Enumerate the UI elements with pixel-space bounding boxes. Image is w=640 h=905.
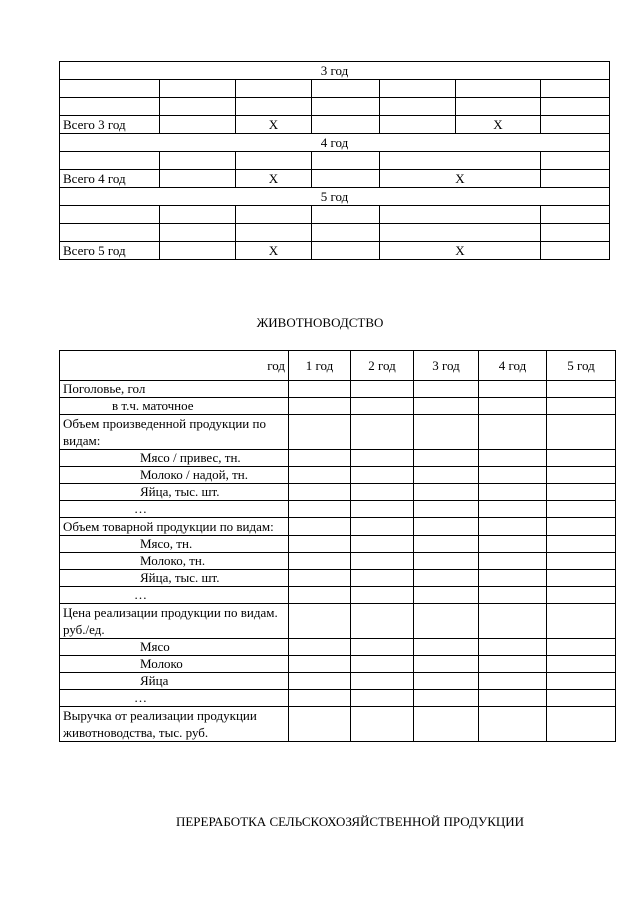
- x-mark: Х: [236, 116, 312, 134]
- table-row: [60, 690, 616, 707]
- value-cell[interactable]: [289, 639, 351, 656]
- value-cell[interactable]: [351, 673, 414, 690]
- value-cell[interactable]: [414, 398, 479, 415]
- value-cell[interactable]: [547, 518, 616, 536]
- value-cell[interactable]: [289, 501, 351, 518]
- year3-header: 3 год: [60, 62, 610, 80]
- row-label: Мясо: [60, 639, 289, 656]
- year-column-header: 4 год: [479, 351, 547, 381]
- value-cell[interactable]: [547, 553, 616, 570]
- value-cell[interactable]: [547, 467, 616, 484]
- value-cell[interactable]: [414, 518, 479, 536]
- value-cell[interactable]: [414, 450, 479, 467]
- livestock-header-row: [60, 351, 616, 381]
- row-label: …: [60, 587, 289, 604]
- table-row: [60, 587, 616, 604]
- row-label: Мясо / привес, тн.: [60, 450, 289, 467]
- table-row: [60, 467, 616, 484]
- table-row: [60, 656, 616, 673]
- value-cell[interactable]: [414, 690, 479, 707]
- value-cell[interactable]: [479, 707, 547, 742]
- value-cell[interactable]: [414, 553, 479, 570]
- plan-continuation-table: [59, 61, 610, 260]
- row-label: в т.ч. маточное: [60, 398, 289, 415]
- value-cell[interactable]: [289, 381, 351, 398]
- value-cell[interactable]: [479, 639, 547, 656]
- value-cell[interactable]: [547, 690, 616, 707]
- table-row: [60, 450, 616, 467]
- x-mark: Х: [380, 242, 541, 260]
- value-cell[interactable]: [479, 467, 547, 484]
- value-cell[interactable]: [351, 639, 414, 656]
- value-cell[interactable]: [289, 484, 351, 501]
- value-cell[interactable]: [351, 518, 414, 536]
- value-cell[interactable]: [547, 656, 616, 673]
- x-mark: Х: [236, 242, 312, 260]
- table-row: [60, 224, 610, 242]
- next-section-title: ПЕРЕРАБОТКА СЕЛЬСКОХОЗЯЙСТВЕННОЙ ПРОДУКЦИИ: [175, 814, 525, 829]
- value-cell[interactable]: [351, 587, 414, 604]
- value-cell[interactable]: [547, 381, 616, 398]
- year4-header-row: [60, 134, 610, 152]
- table-row: [60, 536, 616, 553]
- row-label: Молоко, тн.: [60, 553, 289, 570]
- value-cell[interactable]: [547, 484, 616, 501]
- row-label: Яйца, тыс. шт.: [60, 484, 289, 501]
- value-cell[interactable]: [289, 518, 351, 536]
- value-cell[interactable]: [547, 707, 616, 742]
- value-cell[interactable]: [479, 656, 547, 673]
- value-cell[interactable]: [289, 536, 351, 553]
- value-cell[interactable]: [289, 707, 351, 742]
- value-cell[interactable]: [479, 587, 547, 604]
- value-cell[interactable]: [351, 553, 414, 570]
- value-cell[interactable]: [351, 570, 414, 587]
- value-cell[interactable]: [289, 587, 351, 604]
- year-column-header: 1 год: [289, 351, 351, 381]
- row-label: Выручка от реализации продукции животноводства, тыс. руб.: [60, 707, 289, 742]
- value-cell[interactable]: [414, 484, 479, 501]
- value-cell[interactable]: [547, 450, 616, 467]
- table-row: [60, 639, 616, 656]
- year5-header-row: [60, 188, 610, 206]
- row-label: Молоко / надой, тн.: [60, 467, 289, 484]
- year4-header: 4 год: [60, 134, 610, 152]
- x-mark: Х: [380, 170, 541, 188]
- value-cell[interactable]: [414, 570, 479, 587]
- table-row: [60, 501, 616, 518]
- x-mark: Х: [456, 116, 541, 134]
- value-cell[interactable]: [414, 707, 479, 742]
- row-label: …: [60, 690, 289, 707]
- value-cell[interactable]: [479, 450, 547, 467]
- row-label: Мясо, тн.: [60, 536, 289, 553]
- value-cell[interactable]: [289, 690, 351, 707]
- value-cell[interactable]: [351, 690, 414, 707]
- row-label: Яйца: [60, 673, 289, 690]
- value-cell[interactable]: [414, 536, 479, 553]
- value-cell[interactable]: [289, 467, 351, 484]
- value-cell[interactable]: [479, 484, 547, 501]
- value-cell[interactable]: [289, 673, 351, 690]
- value-cell[interactable]: [414, 501, 479, 518]
- value-cell[interactable]: [479, 415, 547, 450]
- table-row: [60, 398, 616, 415]
- value-cell[interactable]: [351, 604, 414, 639]
- year-label-header: год: [60, 351, 289, 381]
- value-cell[interactable]: [547, 587, 616, 604]
- year5-total-row: [60, 242, 610, 260]
- value-cell[interactable]: [479, 690, 547, 707]
- value-cell[interactable]: [289, 398, 351, 415]
- value-cell[interactable]: [351, 501, 414, 518]
- value-cell[interactable]: [351, 536, 414, 553]
- row-label: Яйца, тыс. шт.: [60, 570, 289, 587]
- value-cell[interactable]: [479, 536, 547, 553]
- value-cell[interactable]: [547, 501, 616, 518]
- row-label: Объем товарной продукции по видам:: [60, 518, 289, 536]
- table-row: [60, 381, 616, 398]
- value-cell[interactable]: [289, 604, 351, 639]
- value-cell[interactable]: [289, 553, 351, 570]
- value-cell[interactable]: [414, 656, 479, 673]
- value-cell[interactable]: [414, 673, 479, 690]
- value-cell[interactable]: [351, 381, 414, 398]
- table-row: [60, 673, 616, 690]
- value-cell[interactable]: [547, 398, 616, 415]
- year3-total-row: [60, 116, 610, 134]
- table-row: [60, 152, 610, 170]
- year-column-header: 2 год: [351, 351, 414, 381]
- value-cell[interactable]: [479, 381, 547, 398]
- section-title: ЖИВОТНОВОДСТВО: [256, 315, 384, 330]
- total-label: Всего 5 год: [60, 242, 160, 260]
- table-row: [60, 484, 616, 501]
- value-cell[interactable]: [479, 673, 547, 690]
- value-cell[interactable]: [547, 570, 616, 587]
- table-row: [60, 553, 616, 570]
- value-cell[interactable]: [547, 639, 616, 656]
- value-cell[interactable]: [479, 518, 547, 536]
- row-label: Молоко: [60, 656, 289, 673]
- value-cell[interactable]: [289, 656, 351, 673]
- value-cell[interactable]: [351, 707, 414, 742]
- table-row: [60, 707, 616, 742]
- row-label: Объем произведенной продукции по видам:: [60, 415, 289, 450]
- value-cell[interactable]: [289, 450, 351, 467]
- table-row: [60, 98, 610, 116]
- value-cell[interactable]: [414, 604, 479, 639]
- table-row: [60, 518, 616, 536]
- table-row: [60, 80, 610, 98]
- value-cell[interactable]: [289, 570, 351, 587]
- value-cell[interactable]: [547, 536, 616, 553]
- value-cell[interactable]: [479, 604, 547, 639]
- livestock-table: [59, 350, 616, 742]
- year-column-header: 5 год: [547, 351, 616, 381]
- value-cell[interactable]: [351, 398, 414, 415]
- value-cell[interactable]: [289, 415, 351, 450]
- row-label: Поголовье, гол: [60, 381, 289, 398]
- table-row: [60, 206, 610, 224]
- year4-total-row: [60, 170, 610, 188]
- value-cell[interactable]: [351, 450, 414, 467]
- year5-header: 5 год: [60, 188, 610, 206]
- value-cell[interactable]: [547, 604, 616, 639]
- value-cell[interactable]: [351, 484, 414, 501]
- value-cell[interactable]: [414, 467, 479, 484]
- x-mark: Х: [236, 170, 312, 188]
- value-cell[interactable]: [414, 587, 479, 604]
- year3-header-row: [60, 62, 610, 80]
- value-cell[interactable]: [414, 639, 479, 656]
- row-label: Цена реализации продукции по видам. руб./ед.: [60, 604, 289, 639]
- value-cell[interactable]: [351, 415, 414, 450]
- value-cell[interactable]: [479, 570, 547, 587]
- value-cell[interactable]: [479, 501, 547, 518]
- value-cell[interactable]: [547, 673, 616, 690]
- row-label: …: [60, 501, 289, 518]
- value-cell[interactable]: [414, 415, 479, 450]
- total-label: Всего 4 год: [60, 170, 160, 188]
- table-row: [60, 570, 616, 587]
- value-cell[interactable]: [547, 415, 616, 450]
- total-label: Всего 3 год: [60, 116, 160, 134]
- table-row: [60, 604, 616, 639]
- value-cell[interactable]: [351, 467, 414, 484]
- value-cell[interactable]: [414, 381, 479, 398]
- table-row: [60, 415, 616, 450]
- value-cell[interactable]: [479, 553, 547, 570]
- year-column-header: 3 год: [414, 351, 479, 381]
- value-cell[interactable]: [479, 398, 547, 415]
- value-cell[interactable]: [351, 656, 414, 673]
